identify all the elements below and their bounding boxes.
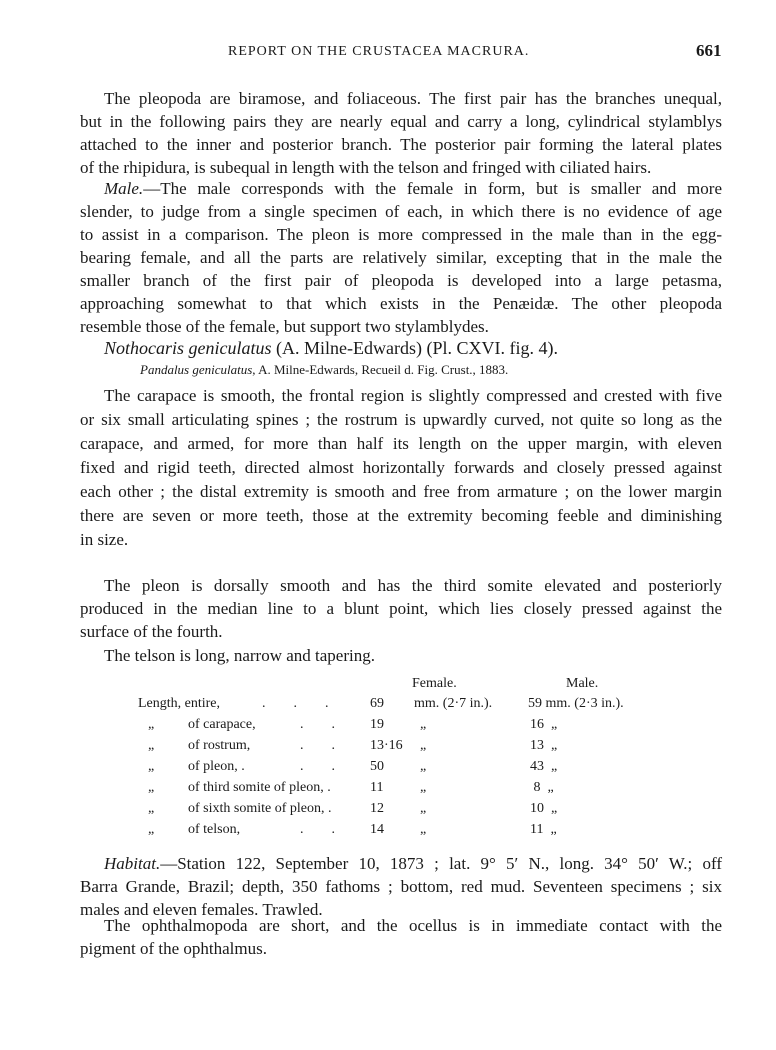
cell-ditto: „ (148, 759, 155, 774)
table-row (0, 738, 776, 759)
lead-italic: Habitat. (104, 854, 161, 873)
cell-m: 43 „ (530, 759, 558, 774)
text-line: to assist in a comparison. The pleon is more compressed in the male than in the egg- (80, 225, 722, 244)
cell-m: 10 „ (530, 801, 558, 816)
cell-fu: „ (420, 759, 427, 774)
cell-f: 14 (370, 822, 384, 837)
table-row (0, 822, 776, 843)
page-number: 661 (696, 41, 722, 60)
cell-fu: „ (420, 822, 427, 837)
cell-dots: . . (300, 738, 335, 753)
cell-label: of telson, (188, 822, 241, 837)
table-row (0, 759, 776, 780)
paragraph-pleopoda (80, 87, 722, 179)
cell-label: of rostrum, (188, 738, 251, 753)
paragraph-carapace (80, 384, 722, 552)
table-row (0, 801, 776, 822)
text-line: approaching somewhat to that which exists in the Penæidæ. The other pleopoda (80, 294, 722, 313)
cell-f: 13·16 (370, 738, 403, 753)
cell-dots: . . (300, 717, 335, 732)
paragraph-pleon (80, 574, 722, 643)
cell-f: 19 (370, 717, 384, 732)
text-line: but in the following pairs they are nearly equal and carry a long, cylindrical stylamblys (80, 112, 722, 131)
cell-f: 69 (370, 696, 384, 711)
species-heading: Nothocaris geniculatus (A. Milne-Edwards) (Pl. CXVI. fig. 4). (104, 338, 558, 358)
cell-fu: „ (420, 801, 427, 816)
synonym-reference: Pandalus geniculatus, A. Milne-Edwards, Recueil d. Fig. Crust., 1883. (140, 362, 509, 377)
text-line: pigment of the ophthalmus. (80, 939, 267, 958)
cell-fu: mm. (2·7 in.). (414, 696, 493, 711)
text-line: slender, to judge from a single specimen of each, in which there is no evidence of age (80, 202, 722, 221)
text-line: of the rhipidura, is subequal in length with the telson and fringed with ciliated hairs. (80, 158, 652, 177)
paragraph-telson: The telson is long, narrow and tapering. (104, 646, 375, 665)
paragraph-male (80, 177, 722, 338)
cell-label: of pleon, . (188, 759, 245, 774)
text-line: The pleopoda are biramose, and foliaceous. The first pair has the branches unequal, (104, 89, 722, 108)
cell-dots: . . (300, 822, 335, 837)
cell-f: 11 (370, 780, 384, 795)
text-line: resemble those of the female, but support two stylamblydes. (80, 317, 489, 336)
text-line: each other ; the distal extremity is smooth and free from armature ; on the lower margin (80, 482, 722, 501)
cell-m: 13 „ (530, 738, 558, 753)
paragraph-ophthalmopoda (80, 914, 722, 960)
cell-label: Length, entire, (138, 696, 221, 711)
cell-ditto: „ (148, 738, 155, 753)
text-line (80, 852, 722, 875)
text-line: in size. (80, 530, 129, 549)
cell-f: 50 (370, 759, 384, 774)
text-line: fixed and rigid teeth, directed almost horizontally forwards and closely pressed against (80, 458, 722, 477)
cell-m: 11 „ (530, 822, 557, 837)
table-row (0, 696, 776, 717)
cell-dots: . . (300, 759, 335, 774)
cell-f: 12 (370, 801, 384, 816)
text-line: produced in the median line to a blunt point, which lies closely pressed against the (80, 599, 722, 618)
cell-label: of carapace, (188, 717, 256, 732)
text-line: carapace, and armed, for more than half its length on the upper margin, with eleven (80, 434, 722, 453)
cell-label: of third somite of pleon, . (188, 780, 331, 795)
line-text: —The male corresponds with the female in form, but is smaller and more (143, 179, 722, 198)
line-text: —Station 122, September 10, 1873 ; lat. 9° 5′ N., long. 34° 50′ W.; off (160, 854, 722, 873)
cell-ditto: „ (148, 801, 155, 816)
cell-ditto: „ (148, 780, 155, 795)
text-line: The carapace is smooth, the frontal region is slightly compressed and crested with five (104, 386, 722, 405)
cell-fu: „ (420, 738, 427, 753)
cell-label: of sixth somite of pleon, . (188, 801, 332, 816)
lead-italic: Male. (104, 179, 144, 198)
col-header-female: Female. (412, 676, 457, 691)
running-title: REPORT ON THE CRUSTACEA MACRURA. (228, 44, 530, 59)
text-line: The pleon is dorsally smooth and has the third somite elevated and posteriorly (104, 576, 722, 595)
cell-fu: „ (420, 717, 427, 732)
text-line: bearing female, and all the parts are relatively similar, excepting that in the male the (80, 248, 722, 267)
cell-m: 16 „ (530, 717, 558, 732)
text-line: males and eleven females. Trawled. (80, 900, 323, 919)
paragraph-habitat (80, 852, 722, 921)
cell-m: 59 mm. (2·3 in.). (528, 696, 624, 711)
cell-dots: . . . (262, 696, 329, 711)
text-line: Barra Grande, Brazil; depth, 350 fathoms ; bottom, red mud. Seventeen specimens ; six (80, 877, 722, 896)
table-row (0, 780, 776, 801)
text-line: The ophthalmopoda are short, and the ocellus is in immediate contact with the (104, 916, 722, 935)
text-line (80, 177, 722, 200)
table-row (0, 717, 776, 738)
cell-m: 8 „ (530, 780, 554, 795)
text-line: there are seven or more teeth, those at the extremity becoming feeble and diminishing (80, 506, 722, 525)
cell-ditto: „ (148, 717, 155, 732)
text-line: surface of the fourth. (80, 622, 223, 641)
text-line: attached to the inner and posterior branch. The posterior pair forming the lateral plates (80, 135, 722, 154)
cell-fu: „ (420, 780, 427, 795)
text-line: or six small articulating spines ; the rostrum is upwardly curved, not quite so long as the (80, 410, 722, 429)
cell-ditto: „ (148, 822, 155, 837)
col-header-male: Male. (566, 676, 599, 691)
text-line: smaller branch of the first pair of pleopoda is developed into a large petasma, (80, 271, 722, 290)
